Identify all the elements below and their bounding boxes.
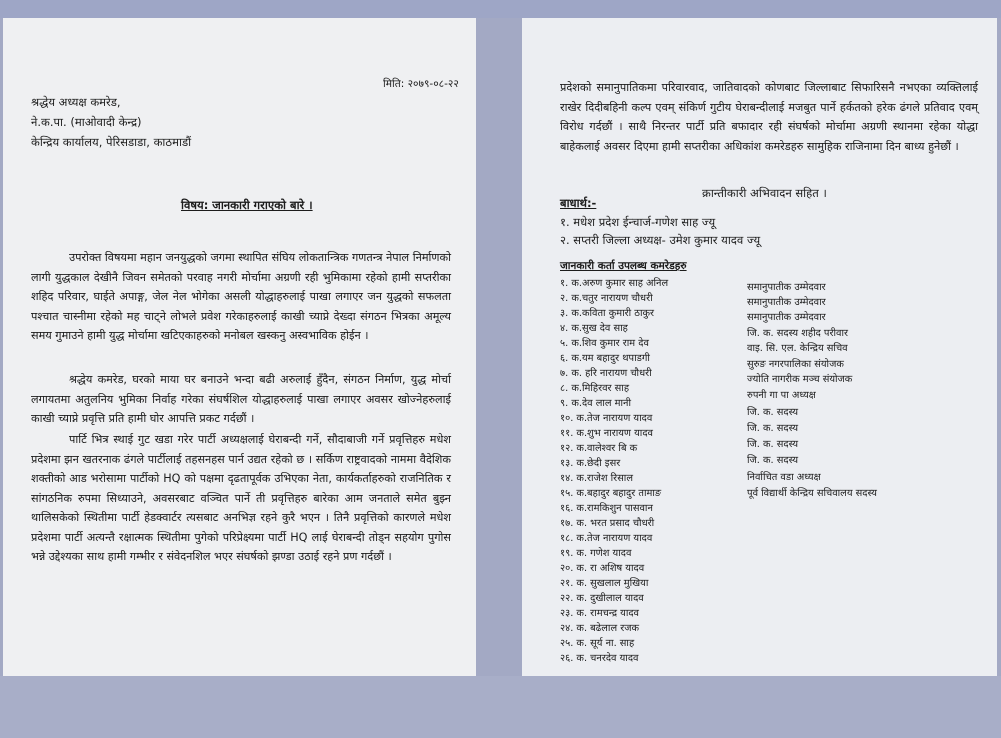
letter-date: मिति: २०७९-०८-२२ <box>383 78 459 90</box>
list-item: सुरुङ नगरपालिका संयोजक <box>747 359 844 370</box>
closing-salutation: क्रान्तीकारी अभिवादन सहित । <box>702 186 827 200</box>
list-item: रुपनी गा पा अध्यक्ष <box>747 390 816 401</box>
list-item: समानुपातीक उम्मेदवार <box>747 297 826 308</box>
list-item: २६. क. चनरदेव यादव <box>560 653 639 664</box>
list-item: समानुपातीक उम्मेदवार <box>747 282 826 293</box>
list-item: २४. क. बढेलाल रजक <box>560 623 640 634</box>
list-item: ५. क.शिव कुमार राम देव <box>560 338 649 349</box>
list-item: २२. क. दुखीलाल यादव <box>560 593 644 604</box>
letter-paragraph-2: श्रद्धेय कमरेड, घरको माया घर बनाउने भन्दा बढी अरुलाई हुँदैन, संगठन निर्माण, युद्ध मोर्चा लगायतमा अतुलनिय भुमिका निर्वाह गरेका संघर्षशिल योद्धाहरुलाई पाखा लगाएर अवसर खोज्नेहरुलाई काखी च्याप्ने प्रवृत्ति प्रति हामी घोर आपत्ति प्रकट गर्दछौं । <box>31 373 451 425</box>
list-item: १९. क. गणेश यादव <box>560 548 632 559</box>
letter-page-1 <box>3 18 476 676</box>
background-bottom <box>0 676 1001 738</box>
letter-page-2 <box>522 18 997 676</box>
list-item: ७. क. हरि नारायण चौधरी <box>560 368 652 379</box>
list-item: समानुपातीक उम्मेदवार <box>747 312 826 323</box>
letter-subject: विषय: जानकारी गराएको बारे । <box>181 198 313 212</box>
list-item: १७. क. भरत प्रसाद चौधरी <box>560 518 655 529</box>
list-item: २१. क. सुखलाल मुखिया <box>560 578 649 589</box>
list-item: १२. क.वालेश्वर बि क <box>560 443 638 454</box>
list-item: जि. क. सदस्य <box>747 423 799 434</box>
recipient-line-2: ने.क.पा. (माओवादी केन्द्र) <box>31 115 142 129</box>
list-item: १०. क.तेज नारायण यादव <box>560 413 653 424</box>
background-top <box>0 0 1001 18</box>
list-item: वाइ. सि. एल. केन्द्रिय सचिव <box>747 343 848 354</box>
cc-line-1: १. मधेश प्रदेश ईन्चार्ज-गणेश साह ज्यू <box>560 215 716 229</box>
list-heading: जानकारी कर्ता उपलब्ध कमरेडहरु <box>560 260 687 272</box>
list-item: जि. क. सदस्य <box>747 407 799 418</box>
list-item: १. क.अरुण कुमार साह अनिल <box>560 278 669 289</box>
list-item: १६. क.रामकिशुन पासवान <box>560 503 653 514</box>
list-item: ९. क.देव लाल मानी <box>560 398 632 409</box>
recipient-line-3: केन्द्रिय कार्यालय, पेरिसडाडा, काठमाडौं <box>31 135 192 149</box>
cc-heading: बाधार्थ:- <box>560 196 597 210</box>
list-item: ३. क.कविता कुमारी ठाकुर <box>560 308 655 319</box>
list-item: २०. क. रा अशिष यादव <box>560 563 645 574</box>
letter-paragraph-1: उपरोक्त विषयमा महान जनयुद्धको जगमा स्थापित संघिय लोकतान्त्रिक गणतन्त्र नेपाल निर्माणको लागी युद्धकाल देखीनै जिवन समेतको परवाह नगरी मोर्चामा अग्रणी रही भुमिकामा रहेको हामी सप्तरीका शहिद परिवार, घाईते अपाङ्ग, जेल नेल भोगेका असली योद्धाहरुलाई पाखा लगाएर जन युद्धको सफलता पश्चात चास्नीमा रहेको मह चाट्ने लोभले प्रवेश गरेकाहरुलाई काखी च्याप्ने देख्दा संगठन भित्रका अमूल्य समय गुमाउने हामी युद्ध मोर्चामा खटिएकाहरुको मनोबल खस्कनु अस्वभाविक होईन । <box>31 251 451 342</box>
list-item: ८. क.मिहिरवर साह <box>560 383 630 394</box>
list-item: जि. क. सदस्य शहीद परीवार <box>747 328 849 339</box>
list-item: ६. क.यम बहादुर थपाडगी <box>560 353 650 364</box>
list-item: २३. क. रामचन्द्र यादव <box>560 608 640 619</box>
recipient-line-1: श्रद्धेय अध्यक्ष कमरेड, <box>31 95 121 109</box>
list-item: १५. क.बहादुर बहादुर तामाङ <box>560 488 662 499</box>
list-item: ११. क.शुभ नारायण यादव <box>560 428 653 439</box>
list-item: १३. क.छेदी इसर <box>560 458 621 469</box>
list-item: १४. क.राजेश रिसाल <box>560 473 633 484</box>
cc-line-2: २. सप्तरी जिल्ला अध्यक्ष- उमेश कुमार यादव ज्यू <box>560 233 761 247</box>
list-item: जि. क. सदस्य <box>747 439 799 450</box>
list-item: २. क.चतुर नारायण चौधरी <box>560 293 653 304</box>
comrade-role-list <box>747 280 987 500</box>
list-item: निर्वाचित वडा अध्यक्ष <box>747 472 821 483</box>
list-item: २५. क. सूर्य ना. साह <box>560 638 635 649</box>
letter-paragraph-4: प्रदेशको समानुपातिकमा परिवारवाद, जातिवादको कोणबाट जिल्लाबाट सिफारिसनै नभएका व्यक्तिलाई राखेर दिदीबहिनी कल्प एवम् संकिर्ण गुटीय घेराबन्दीलाई मजबुत पार्ने हर्कतको हरेक ढंगले प्रतिवाद एवम् विरोध गर्दछौं । साथै निरन्तर पार्टी प्रति बफादार रही संघर्षको मोर्चामा अग्रणी स्थानमा रहेका योद्धा बाहेकलाई अवसर दिएमा हामी सप्तरीका अधिकांश कमरेडहरु सामुहिक राजिनामा दिन बाध्य हुनेछौं । <box>560 81 978 153</box>
list-item: पूर्व विद्यार्थी केन्द्रिय सचिवालय सदस्य <box>747 488 877 499</box>
list-item: जि. क. सदस्य <box>747 455 799 466</box>
list-item: ४. क.सुख देव साह <box>560 323 628 334</box>
list-item: १८. क.तेज नारायण यादव <box>560 533 653 544</box>
comrade-name-list <box>560 276 760 676</box>
list-item: ज्योति नागरीक मञ्च संयोजक <box>747 374 853 385</box>
letter-paragraph-3: पार्टि भित्र स्थाई गुट खडा गरेर पार्टी अध्यक्षलाई घेराबन्दी गर्ने, सौदाबाजी गर्ने प्रवृत्तिहरु मधेश प्रदेशमा झन खतरनाक ढंगले पार्टीलाई तहसनहस पार्न उद्यत रहेको छ । सर्किण राष्ट्रवादको नाममा वैदेशिक शक्तीको आड भरोसामा पार्टीको HQ को पक्षमा दृढतापूर्वक उभिएका नेता, कार्यकर्ताहरुको राजनितिक र सांगठनिक रुपमा सिध्याउने, अवसरबाट वञ्चित पार्ने ती प्रवृत्तिहरु बारेका आम जनताले समेत बुझ्न थालिसकेको स्थितीमा पार्टी हेडक्वार्टर त्यसबाट अनभिज्ञ रहने कुरै भएन । तिनै प्रवृत्तिको कारणले मधेश प्रदेशमा पार्टी अत्यन्तै रक्षात्मक स्थितीमा पुगेको परिप्रेक्ष्यमा पार्टी HQ लाई घेराबन्दी तोड्न सहयोग पुगोस भन्ने उद्देश्यका साथ हामी गम्भीर र संवेदनशिल भएर संघर्षको झण्डा उठाई रहने प्रण गर्दछौं । <box>31 433 451 563</box>
